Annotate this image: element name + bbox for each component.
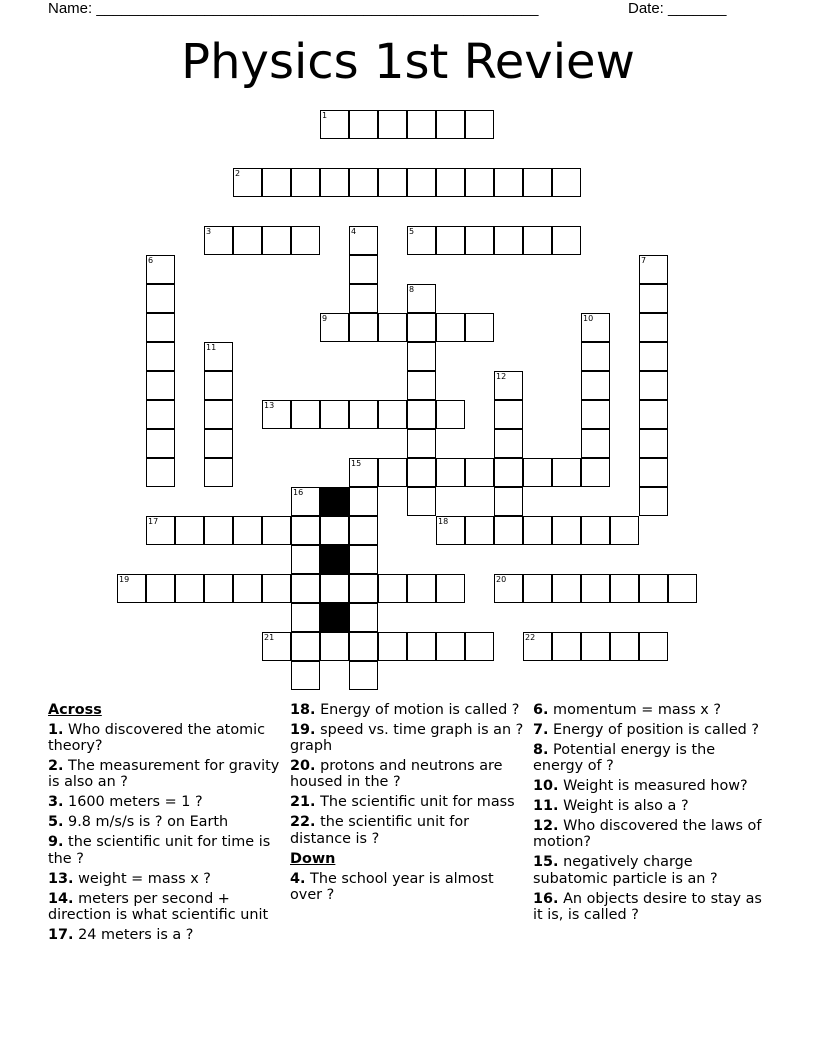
grid-cell[interactable]	[639, 255, 668, 284]
clue-text: momentum = mass x ?	[548, 702, 721, 718]
clue-number-label: 13.	[48, 870, 74, 887]
clue-number-label: 4.	[290, 870, 306, 887]
grid-cell[interactable]	[204, 429, 233, 458]
grid-cell[interactable]	[146, 574, 175, 603]
grid-cell[interactable]	[523, 226, 552, 255]
grid-cell[interactable]	[320, 400, 349, 429]
grid-cell[interactable]	[204, 226, 233, 255]
grid-cell[interactable]	[552, 632, 581, 661]
grid-cell[interactable]	[146, 458, 175, 487]
grid-cell[interactable]	[523, 458, 552, 487]
grid-cell[interactable]	[320, 632, 349, 661]
clue-number: 6	[148, 256, 154, 265]
grid-cell[interactable]	[407, 400, 436, 429]
grid-cell[interactable]	[291, 168, 320, 197]
clue-number-label: 18.	[290, 702, 316, 718]
grid-cell[interactable]	[349, 487, 378, 516]
clue-number: 10	[583, 314, 594, 323]
grid-cell[interactable]	[465, 110, 494, 139]
clue-number-label: 5.	[48, 814, 64, 831]
black-square	[320, 603, 349, 632]
clue-number: 17	[148, 517, 159, 526]
grid-cell[interactable]	[204, 371, 233, 400]
grid-cell[interactable]	[436, 313, 465, 342]
grid-cell[interactable]	[407, 168, 436, 197]
clue-number: 21	[264, 633, 275, 642]
grid-cell[interactable]	[436, 110, 465, 139]
grid-cell[interactable]	[349, 632, 378, 661]
clue	[48, 814, 284, 830]
grid-cell[interactable]	[349, 545, 378, 574]
grid-cell[interactable]	[349, 458, 378, 487]
clue	[48, 891, 284, 923]
grid-cell[interactable]	[639, 487, 668, 516]
clue-number: 19	[119, 575, 130, 584]
grid-cell[interactable]	[204, 342, 233, 371]
grid-cell[interactable]	[291, 632, 320, 661]
clue-number-label: 3.	[48, 794, 64, 811]
clue-number-label: 12.	[533, 818, 559, 835]
clue-text: speed vs. time graph is an ? graph	[290, 722, 524, 755]
grid-cell[interactable]	[378, 632, 407, 661]
clue-number: 20	[496, 575, 507, 584]
grid-cell[interactable]	[146, 255, 175, 284]
clue-number-label: 22.	[290, 814, 316, 831]
clue-number-label: 14.	[48, 890, 74, 907]
clues-column-1	[48, 702, 284, 947]
clue-text: Energy of motion is called ?	[315, 702, 520, 718]
clue	[533, 854, 769, 886]
grid-cell[interactable]	[146, 284, 175, 313]
grid-cell[interactable]	[668, 574, 697, 603]
grid-cell[interactable]	[320, 516, 349, 545]
grid-cell[interactable]	[146, 313, 175, 342]
clue-number: 8	[409, 285, 415, 294]
clue-text: The scientific unit for mass	[315, 794, 515, 811]
grid-cell[interactable]	[552, 226, 581, 255]
grid-cell[interactable]	[523, 168, 552, 197]
clue-number-label: 17.	[48, 926, 74, 943]
clue	[533, 742, 769, 774]
across-heading: Across	[48, 702, 102, 718]
clue	[533, 702, 769, 718]
grid-cell[interactable]	[262, 632, 291, 661]
black-square	[320, 487, 349, 516]
grid-cell[interactable]	[349, 255, 378, 284]
clue-text: the scientific unit for distance is ?	[290, 814, 470, 847]
grid-cell[interactable]	[349, 661, 378, 690]
grid-cell[interactable]	[378, 168, 407, 197]
black-square	[320, 545, 349, 574]
clue	[290, 814, 526, 846]
clue-number: 16	[293, 488, 304, 497]
grid-cell[interactable]	[204, 516, 233, 545]
grid-cell[interactable]	[581, 458, 610, 487]
clue-number: 12	[496, 372, 507, 381]
grid-cell[interactable]	[407, 226, 436, 255]
clue-text: meters per second + direction is what scientific unit	[48, 890, 269, 923]
clue-number: 15	[351, 459, 362, 468]
grid-cell[interactable]	[436, 400, 465, 429]
grid-cell[interactable]	[378, 313, 407, 342]
grid-cell[interactable]	[349, 516, 378, 545]
grid-cell[interactable]	[523, 574, 552, 603]
grid-cell[interactable]	[465, 226, 494, 255]
clue	[48, 794, 284, 810]
grid-cell[interactable]	[407, 487, 436, 516]
grid-cell[interactable]	[581, 574, 610, 603]
grid-cell[interactable]	[494, 516, 523, 545]
clue-number: 2	[235, 169, 241, 178]
clue	[290, 794, 526, 810]
clue-text: the scientific unit for time is the ?	[48, 834, 271, 867]
clue-number-label: 6.	[533, 702, 549, 718]
clue	[533, 798, 769, 814]
clue	[533, 778, 769, 794]
grid-cell[interactable]	[407, 284, 436, 313]
clue-number: 5	[409, 227, 415, 236]
grid-cell[interactable]	[581, 400, 610, 429]
grid-cell[interactable]	[639, 342, 668, 371]
clue-text: Who discovered the atomic theory?	[48, 722, 266, 755]
clue-number: 1	[322, 111, 328, 120]
grid-cell[interactable]	[436, 516, 465, 545]
clue-text: Potential energy is the energy of ?	[533, 742, 716, 775]
grid-cell[interactable]	[523, 632, 552, 661]
grid-cell[interactable]	[175, 574, 204, 603]
grid-cell[interactable]	[204, 574, 233, 603]
grid-cell[interactable]	[436, 226, 465, 255]
grid-cell[interactable]	[233, 168, 262, 197]
grid-cell[interactable]	[233, 516, 262, 545]
grid-cell[interactable]	[639, 574, 668, 603]
grid-cell[interactable]	[436, 458, 465, 487]
grid-cell[interactable]	[639, 400, 668, 429]
grid-cell[interactable]	[639, 458, 668, 487]
clue-number: 7	[641, 256, 647, 265]
grid-cell[interactable]	[349, 226, 378, 255]
grid-cell[interactable]	[407, 371, 436, 400]
grid-cell[interactable]	[465, 168, 494, 197]
grid-cell[interactable]	[639, 429, 668, 458]
grid-cell[interactable]	[291, 661, 320, 690]
grid-cell[interactable]	[378, 110, 407, 139]
clue-number-label: 1.	[48, 722, 64, 738]
clue-number-label: 2.	[48, 758, 64, 775]
grid-cell[interactable]	[610, 574, 639, 603]
clue	[290, 758, 526, 790]
grid-cell[interactable]	[436, 574, 465, 603]
grid-cell[interactable]	[291, 487, 320, 516]
grid-cell[interactable]	[262, 516, 291, 545]
clue-text: Weight is measured how?	[558, 778, 748, 795]
clue	[48, 834, 284, 866]
grid-cell[interactable]	[233, 226, 262, 255]
grid-cell[interactable]	[262, 400, 291, 429]
clue-number: 4	[351, 227, 357, 236]
clue	[48, 722, 284, 754]
clue-text: 9.8 m/s/s is ? on Earth	[63, 814, 229, 831]
grid-cell[interactable]	[146, 371, 175, 400]
grid-cell[interactable]	[494, 371, 523, 400]
clue	[48, 758, 284, 790]
page-title: Physics 1st Review	[181, 34, 635, 90]
grid-cell[interactable]	[320, 313, 349, 342]
grid-cell[interactable]	[494, 400, 523, 429]
grid-cell[interactable]	[407, 574, 436, 603]
grid-cell[interactable]	[175, 516, 204, 545]
grid-cell[interactable]	[291, 574, 320, 603]
grid-cell[interactable]	[639, 284, 668, 313]
grid-cell[interactable]	[639, 371, 668, 400]
clue-number-label: 19.	[290, 722, 316, 738]
grid-cell[interactable]	[581, 516, 610, 545]
grid-cell[interactable]	[494, 487, 523, 516]
grid-cell[interactable]	[494, 168, 523, 197]
clue	[533, 891, 769, 923]
clue-text: The measurement for gravity is also an ?	[48, 758, 280, 791]
clue-number: 9	[322, 314, 328, 323]
grid-cell[interactable]	[291, 516, 320, 545]
grid-cell[interactable]	[204, 400, 233, 429]
grid-cell[interactable]	[552, 574, 581, 603]
grid-cell[interactable]	[146, 400, 175, 429]
grid-cell[interactable]	[639, 632, 668, 661]
clue-number-label: 7.	[533, 722, 549, 738]
grid-cell[interactable]	[320, 168, 349, 197]
grid-cell[interactable]	[494, 458, 523, 487]
clue-text: protons and neutrons are housed in the ?	[290, 758, 503, 791]
grid-cell[interactable]	[117, 574, 146, 603]
grid-cell[interactable]	[494, 429, 523, 458]
clue	[290, 702, 526, 718]
grid-cell[interactable]	[465, 458, 494, 487]
grid-cell[interactable]	[291, 226, 320, 255]
grid-cell[interactable]	[436, 632, 465, 661]
grid-cell[interactable]	[320, 574, 349, 603]
grid-cell[interactable]	[407, 342, 436, 371]
clue-text: 24 meters is a ?	[73, 926, 194, 943]
grid-cell[interactable]	[610, 632, 639, 661]
grid-cell[interactable]	[204, 458, 233, 487]
clue-text: Energy of position is called ?	[548, 722, 760, 738]
down-heading: Down	[290, 850, 336, 867]
grid-cell[interactable]	[610, 516, 639, 545]
clue-text: Who discovered the laws of motion?	[533, 818, 762, 851]
clue-number-label: 20.	[290, 758, 316, 775]
grid-cell[interactable]	[436, 168, 465, 197]
clue-text: The school year is almost over ?	[290, 870, 494, 903]
clue-number-label: 9.	[48, 834, 64, 851]
grid-cell[interactable]	[233, 574, 262, 603]
clue-number-label: 11.	[533, 798, 559, 815]
grid-cell[interactable]	[581, 371, 610, 400]
clue	[290, 722, 526, 754]
clue	[48, 871, 284, 887]
grid-cell[interactable]	[146, 342, 175, 371]
grid-cell[interactable]	[552, 458, 581, 487]
clue	[533, 722, 769, 738]
date-line: Date: _______	[628, 0, 727, 17]
clue-text: 1600 meters = 1 ?	[63, 794, 203, 811]
grid-cell[interactable]	[146, 429, 175, 458]
grid-cell[interactable]	[349, 400, 378, 429]
clue	[48, 927, 284, 943]
grid-cell[interactable]	[581, 342, 610, 371]
clues-column-3	[533, 702, 769, 927]
clue-number-label: 21.	[290, 794, 316, 811]
grid-cell[interactable]	[262, 168, 291, 197]
clue	[290, 871, 526, 903]
clue-number-label: 15.	[533, 854, 559, 871]
clue-text: An objects desire to stay as it is, is called ?	[533, 890, 762, 923]
grid-cell[interactable]	[378, 458, 407, 487]
clue-number-label: 16.	[533, 890, 559, 907]
grid-cell[interactable]	[494, 574, 523, 603]
grid-cell[interactable]	[349, 313, 378, 342]
grid-cell[interactable]	[581, 313, 610, 342]
grid-cell[interactable]	[349, 284, 378, 313]
grid-cell[interactable]	[581, 429, 610, 458]
grid-cell[interactable]	[494, 226, 523, 255]
grid-cell[interactable]	[465, 313, 494, 342]
grid-cell[interactable]	[465, 516, 494, 545]
grid-cell[interactable]	[407, 313, 436, 342]
grid-cell[interactable]	[523, 516, 552, 545]
grid-cell[interactable]	[407, 458, 436, 487]
grid-cell[interactable]	[262, 574, 291, 603]
clue-number: 3	[206, 227, 212, 236]
grid-cell[interactable]	[349, 168, 378, 197]
grid-cell[interactable]	[378, 574, 407, 603]
clues-column-2	[290, 702, 526, 907]
grid-cell[interactable]	[146, 516, 175, 545]
grid-cell[interactable]	[349, 574, 378, 603]
grid-cell[interactable]	[407, 110, 436, 139]
clue	[533, 818, 769, 850]
clue-text: negatively charge subatomic particle is an ?	[533, 854, 718, 887]
clue-text: Weight is also a ?	[558, 798, 689, 815]
grid-cell[interactable]	[378, 400, 407, 429]
grid-cell[interactable]	[407, 429, 436, 458]
grid-cell[interactable]	[552, 516, 581, 545]
grid-cell[interactable]	[291, 400, 320, 429]
clue-number-label: 8.	[533, 742, 549, 758]
grid-cell[interactable]	[581, 632, 610, 661]
grid-cell[interactable]	[552, 168, 581, 197]
grid-cell[interactable]	[465, 632, 494, 661]
clue-text: weight = mass x ?	[73, 870, 211, 887]
grid-cell[interactable]	[320, 110, 349, 139]
clue-number: 13	[264, 401, 275, 410]
clue-number: 22	[525, 633, 536, 642]
grid-cell[interactable]	[639, 313, 668, 342]
grid-cell[interactable]	[349, 110, 378, 139]
grid-cell[interactable]	[291, 603, 320, 632]
grid-cell[interactable]	[291, 545, 320, 574]
clue-number: 11	[206, 343, 217, 352]
name-line: Name: _____________________________________________________	[48, 0, 539, 17]
clue-number: 18	[438, 517, 449, 526]
grid-cell[interactable]	[349, 603, 378, 632]
clue-number-label: 10.	[533, 778, 559, 795]
grid-cell[interactable]	[407, 632, 436, 661]
grid-cell[interactable]	[262, 226, 291, 255]
